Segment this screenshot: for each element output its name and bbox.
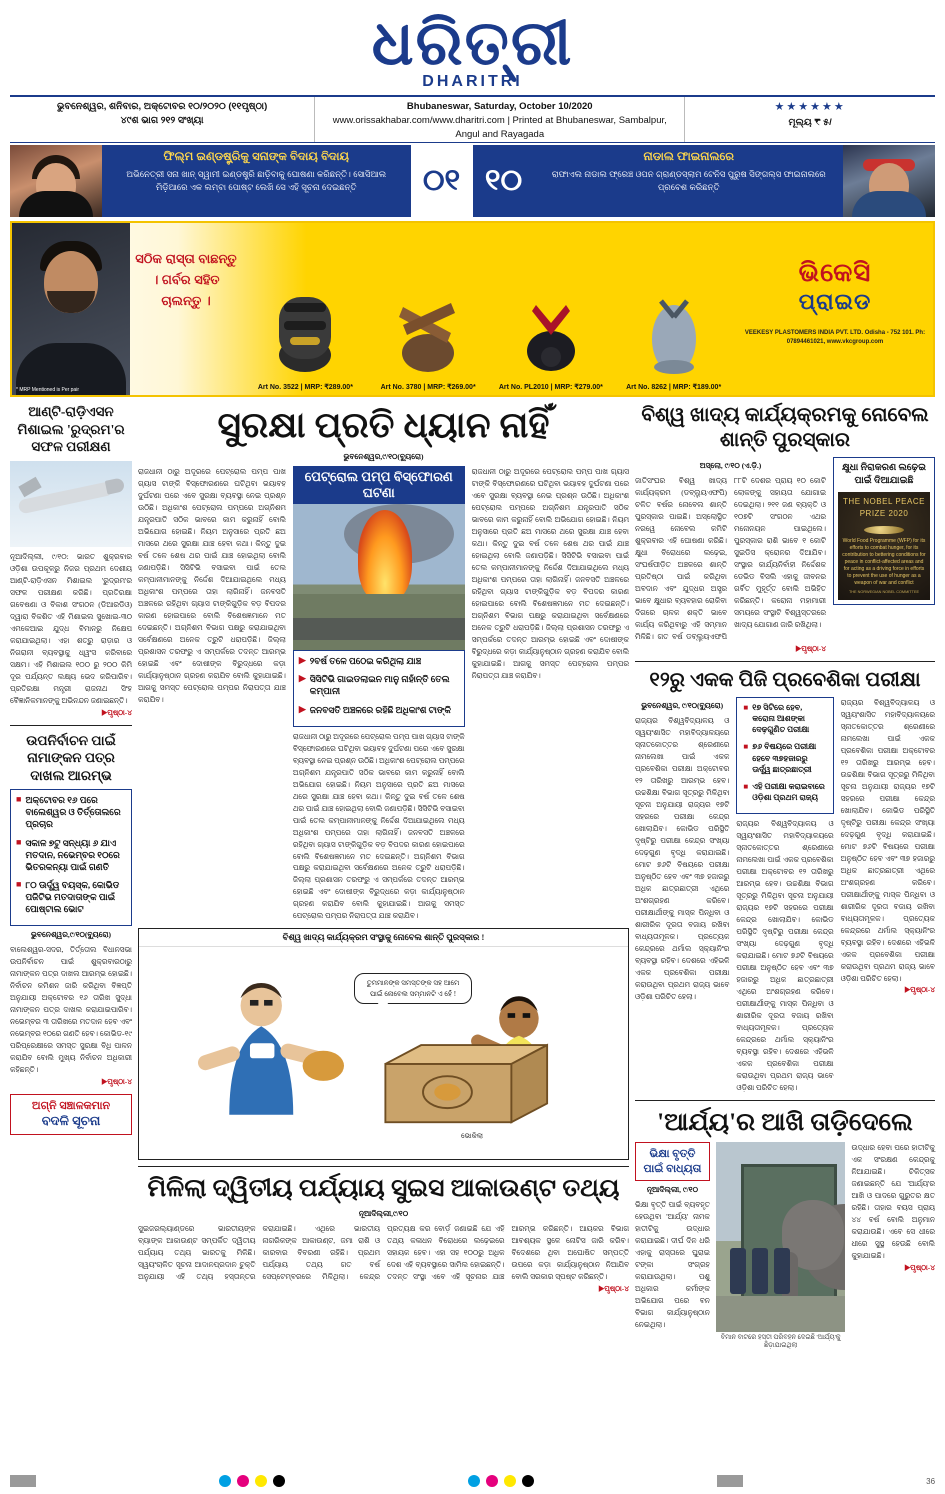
ad-brand-subname: ପ୍ରାଇଡ: [798, 289, 872, 315]
ad-product-3-caption: Art No. PL2010 | MRP: ₹279.00*: [498, 384, 603, 392]
petrol-bullet-3-text: ଜନବସତି ଅଞ୍ଚଳରେ ରହିଛି ଅଧିକାଂଶ ଟାଙ୍କି: [309, 704, 452, 715]
elephant-sidebox: [635, 1142, 710, 1181]
actress-photo: [10, 145, 102, 217]
elephant-dateline: ନୂଆଦିଲ୍ଲୀ, ୯/୧୦: [646, 1184, 699, 1194]
byelection-bullet-2: [16, 837, 126, 873]
exam-dateline: ଭୁବନେଶ୍ୱର, ୯/୧୦(ବ୍ୟୁରୋ): [641, 700, 724, 710]
masthead-stars: ★★★★★★: [774, 101, 846, 114]
ad-product-1[interactable]: [246, 271, 365, 395]
lead-dateline: ଭୁବନେଶ୍ୱର,୯/୧୦(ବ୍ୟୁରୋ): [343, 452, 424, 462]
ad-brand-address: VEEKESY PLASTOMERS INDIA PVT. LTD. Odisha - 752 101. Ph: 07894461021, www.vkcgroup.com: [744, 330, 926, 346]
ad-mrp-note: * MRP Mentioned is Per pair: [16, 387, 79, 394]
elephant-sidebox-title: ଭିକ୍ଷା ବୃତ୍ତି ପାଇଁ ବାଧ୍ୟତା: [643, 1148, 702, 1175]
byelection-bullet-box: [10, 789, 132, 926]
registration-dot-cyan-2: [468, 1475, 480, 1487]
page-number: 36: [926, 1476, 936, 1486]
nobel-dateline: ଅସ୍ଲୋ, ୯/୧୦ (ଏ.ଡ଼ି.): [699, 461, 762, 471]
masthead-left-info: [10, 97, 315, 142]
byelection-bullet-3: [16, 879, 126, 915]
nobel-sidebox: [833, 457, 935, 605]
petrol-pump-fire-photo: [293, 504, 465, 650]
registration-dot-magenta-2: [486, 1475, 498, 1487]
bullet-marker-icon: ■: [743, 781, 749, 791]
flipflop-icon: [614, 271, 733, 383]
byelection-body: ବାଲେଶ୍ୱର-ସଦର, ତିର୍ତ୍ତୋଲ ବିଧାନସଭା ଉପନିର୍ବାଚନ ପାଇଁ ଶୁକ୍ରବାରଠାରୁ ନାମାଙ୍କନ ପତ୍ର ଦାଖଲ ଆରମ୍ଭ ହୋଇଛି। ନିର୍ବାଚନ କମିଶନ ଜାରି କରିଥିବା ବିଜ୍ଞପ୍ତି ଅନୁଯାୟୀ ଅକ୍ଟୋବର ୧୬ ତାରିଖ ସୁଦ୍ଧା ନାମାଙ୍କନ ପତ୍ର ଦାଖଲ କରାଯାଇପାରିବ। ନଭେମ୍ବର ୩ ତାରିଖରେ ମତଦାନ ହେବ ଏବଂ ନଭେମ୍ବର ୧୦ରେ ଗଣତି ହେବ। କୋଭିଡ-୧୯ ପରିପ୍ରେକ୍ଷୀରେ ସମସ୍ତ ସୁରକ୍ଷା ବିଧି ପାଳନ କରାଯିବ ବୋଲି ମୁଖ୍ୟ ନିର୍ବାଚନ ଅଧିକାରୀ କହିଛନ୍ତି।: [10, 945, 132, 1075]
exam-bullet-1: [743, 702, 826, 736]
petrol-bullet-2-text: ସିସିଟିଭି ଗାଇଡଲାଇନ ମାନୁ ନାହାଁନ୍ତି ତେଲ କମ୍ପାନୀ: [309, 674, 450, 697]
registration-dot-yellow: [255, 1475, 267, 1487]
petrol-bullet-box: [293, 650, 465, 727]
cartoon-label: ଭୋକିଲା: [461, 1132, 484, 1141]
registration-dot-black-2: [522, 1475, 534, 1487]
registration-dot-black: [273, 1475, 285, 1487]
bullet-marker-icon: ■: [16, 794, 22, 805]
nobel-sidebox-title: କ୍ଷୁଧା ନିରାକରଣ ଲଢ଼େଇ ପାଇଁ ଦିଆଯାଇଛି: [841, 463, 927, 486]
exam-body-col2: ରାଜ୍ୟର ବିଶ୍ୱବିଦ୍ୟାଳୟ ଓ ସ୍ୱୟଂଶାସିତ ମହାବିଦ୍ୟାଳୟରେ ସ୍ନାତକୋତ୍ତର ଶ୍ରେଣୀରେ ନାମଲେଖା ପାଇଁ ଏକକ ପ୍ରବେଶିକା ପରୀକ୍ଷା ଅକ୍ଟୋବର ୧୨ ତାରିଖରୁ ଆରମ୍ଭ ହେବ। ଉଚ୍ଚଶିକ୍ଷା ବିଭାଗ ସୂତ୍ରରୁ ମିଳିଥିବା ସୂଚନା ଅନୁଯାୟୀ ରାଜ୍ୟର ୧୭ଟି ସହରରେ ପରୀକ୍ଷା କେନ୍ଦ୍ର ଖୋଲାଯିବ। କୋଭିଡ ପରିସ୍ଥିତି ଦୃଷ୍ଟିରୁ ପରୀକ୍ଷା କେନ୍ଦ୍ର ସଂଖ୍ୟା ଦେଢ଼ଗୁଣ ବୃଦ୍ଧି କରାଯାଇଛି। ମୋଟ ୭୬ଟି ବିଷୟରେ ପରୀକ୍ଷା ଅନୁଷ୍ଠିତ ହେବ ଏବଂ ୩୭ ହଜାରରୁ ଅଧିକ ଛାତ୍ରଛାତ୍ରୀ ଏଥିରେ ଅଂଶଗ୍ରହଣ କରିବେ। ପରୀକ୍ଷାର୍ଥୀଙ୍କୁ ମାସ୍କ ପିନ୍ଧିବା ଓ ଶାରୀରିକ ଦୂରତା ବଜାୟ ରଖିବା ବାଧ୍ୟତାମୂଳକ। ପ୍ରତ୍ୟେକ କେନ୍ଦ୍ରରେ ଥର୍ମାଲ ସ୍କ୍ୟାନିଂର ବ୍ୟବସ୍ଥା ରହିବ। ଦେଶରେ ଏହିଭଳି ଏକକ ପ୍ରବେଶିକା ପରୀକ୍ଷା କରାଉଥିବା ପ୍ରଥମ ରାଜ୍ୟ ଭାବେ ଓଡ଼ିଶା ପରିଚିତ ହେଲା।: [736, 819, 834, 1093]
petrol-bullet-2: [299, 673, 459, 697]
masthead-logo-roman: DHARITRI: [422, 73, 523, 91]
exam-body-col3: ରାଜ୍ୟର ବିଶ୍ୱବିଦ୍ୟାଳୟ ଓ ସ୍ୱୟଂଶାସିତ ମହାବିଦ୍ୟାଳୟରେ ସ୍ନାତକୋତ୍ତର ଶ୍ରେଣୀରେ ନାମଲେଖା ପାଇଁ ଏକକ ପ୍ରବେଶିକା ପରୀକ୍ଷା ଅକ୍ଟୋବର ୧୨ ତାରିଖରୁ ଆରମ୍ଭ ହେବ। ଉଚ୍ଚଶିକ୍ଷା ବିଭାଗ ସୂତ୍ରରୁ ମିଳିଥିବା ସୂଚନା ଅନୁଯାୟୀ ରାଜ୍ୟର ୧୭ଟି ସହରରେ ପରୀକ୍ଷା କେନ୍ଦ୍ର ଖୋଲାଯିବ। କୋଭିଡ ପରିସ୍ଥିତି ଦୃଷ୍ଟିରୁ ପରୀକ୍ଷା କେନ୍ଦ୍ର ସଂଖ୍ୟା ଦେଢ଼ଗୁଣ ବୃଦ୍ଧି କରାଯାଇଛି। ମୋଟ ୭୬ଟି ବିଷୟରେ ପରୀକ୍ଷା ଅନୁଷ୍ଠିତ ହେବ ଏବଂ ୩୭ ହଜାରରୁ ଅଧିକ ଛାତ୍ରଛାତ୍ରୀ ଏଥିରେ ଅଂଶଗ୍ରହଣ କରିବେ। ପରୀକ୍ଷାର୍ଥୀଙ୍କୁ ମାସ୍କ ପିନ୍ଧିବା ଓ ଶାରୀରିକ ଦୂରତା ବଜାୟ ରଖିବା ବାଧ୍ୟତାମୂଳକ। ପ୍ରତ୍ୟେକ କେନ୍ଦ୍ରରେ ଥର୍ମାଲ ସ୍କ୍ୟାନିଂର ବ୍ୟବସ୍ଥା ରହିବ। ଦେଶରେ ଏହିଭଳି ଏକକ ପ୍ରବେଶିକା ପରୀକ୍ଷା କରାଉଥିବା ପ୍ରଥମ ରାଜ୍ୟ ଭାବେ ଓଡ଼ିଶା ପରିଚିତ ହେଲା।: [840, 697, 935, 983]
header-news-band: [10, 145, 935, 217]
petrol-bullet-3: [299, 704, 459, 716]
elephant-body-left: ଭିକ୍ଷା ବୃତ୍ତି ପାଇଁ ବ୍ୟବହୃତ ହେଉଥିବା 'ଆର୍ଯ୍ୟ' ନାମକ ହାତୀଟିକୁ ଉଦ୍ଧାର କରାଯାଇଛି। ଦୀର୍ଘ ଦିନ ଧରି ଏହାକୁ ରାସ୍ତାରେ ଘୁରାଇ ଟଙ୍କା ସଂଗ୍ରହ କରାଯାଉଥିଲା। ପଶୁ ଅଧିକାର କର୍ମୀଙ୍କ ଅଭିଯୋଗ ପରେ ବନ ବିଭାଗ କାର୍ଯ୍ୟାନୁଷ୍ଠାନ ନେଇଥିଲା।: [635, 1199, 710, 1329]
header-number-right: ୧୦: [473, 145, 535, 217]
masthead-date-odia: ଭୁବନେଶ୍ୱର, ଶନିବାର, ଅକ୍ଟୋବର ୧୦/୨୦୨୦ (୧୧ପୃଷ୍ଠା): [57, 101, 268, 113]
byelection-story-headline[interactable]: ଉପନିର୍ବାଚନ ପାଇଁ ନାମାଙ୍କନ ପତ୍ର ଦାଖଲ ଆରମ୍ଭ: [26, 732, 116, 783]
lead-body-col2: ରାଜଧାନୀ ଠାରୁ ଅଦୂରରେ ପେଟ୍ରୋଲ ପମ୍ପ ପାଖ ଗ୍ୟାସ ଟାଙ୍କି ବିସ୍ଫୋରଣରେ ଘଟିଥିବା ଭୟାବହ ଦୁର୍ଘଟଣା ପରେ ଏବେ ସୁରକ୍ଷା ବ୍ୟବସ୍ଥା ନେଇ ପ୍ରଶ୍ନ ଉଠିଛି। ଅଧିକାଂଶ ପେଟ୍ରୋଲ ପମ୍ପରେ ଅଗ୍ନିଶମ ଯନ୍ତ୍ରପାତି ସଠିକ ଭାବରେ କାମ କରୁନାହିଁ ବୋଲି ଅଭିଯୋଗ ହୋଇଛି। ନିୟମ ଅନୁସାରେ ପ୍ରତି ଛଅ ମାସରେ ଥରେ ସୁରକ୍ଷା ଯାଞ୍ଚ ହେବା କଥା। କିନ୍ତୁ ଦୁଇ ବର୍ଷ ତଳେ ଶେଷ ଥର ପାଇଁ ଯାଞ୍ଚ ହୋଇଥିଲା ବୋଲି ଜଣାପଡ଼ିଛି। ସିସିଟିଭି ବସାଇବା ପାଇଁ ତେଲ କମ୍ପାନୀମାନଙ୍କୁ ନିର୍ଦ୍ଦେଶ ଦିଆଯାଇଥିଲେ ମଧ୍ୟ ଅଧିକାଂଶ ପମ୍ପରେ ତାହା ଲାଗିନାହିଁ। ଜନବସତି ଅଞ୍ଚଳରେ ରହିଥିବା ଗ୍ୟାସ ଟାଙ୍କିଗୁଡ଼ିକ ବଡ଼ ବିପଦର କାରଣ ହୋଇପାରେ ବୋଲି ବିଶେଷଜ୍ଞମାନେ ମତ ଦେଇଛନ୍ତି। ଅଗ୍ନିଶମ ବିଭାଗ ପକ୍ଷରୁ କରାଯାଇଥିବା ସର୍ବେକ୍ଷଣରେ ଅନେକ ତ୍ରୁଟି ଧରାପଡ଼ିଛି। ଜିଲ୍ଲା ପ୍ରଶାସନ ତରଫରୁ ଏ ସମ୍ପର୍କରେ ତଦନ୍ତ ଆରମ୍ଭ ହୋଇଛି ଏବଂ ଦୋଷୀଙ୍କ ବିରୁଦ୍ଧରେ କଡ଼ା କାର୍ଯ୍ୟାନୁଷ୍ଠାନ ଗ୍ରହଣ କରାଯିବ ବୋଲି କୁହାଯାଇଛି। ଆଗକୁ ସମସ୍ତ ପେଟ୍ରୋଲ ପମ୍ପର ନିରାପତ୍ତା ଯାଞ୍ଚ କରାଯିବ।: [292, 731, 465, 921]
masthead-right-info: [685, 97, 935, 142]
byelection-bullet-3-text: ୮୦ ଊର୍ଦ୍ଧ୍ୱ ବୟସ୍କ, କୋଭିଡ ପଜିଟିଭ ମତଦାତାଙ୍କ ପାଇଁ ପୋଷ୍ଟାଲ ଭୋଟ: [25, 880, 120, 915]
footwear-advertisement[interactable]: [10, 221, 935, 397]
elephant-photo: [716, 1142, 846, 1332]
bullet-marker-icon: ■: [743, 742, 749, 752]
ad-product-4-caption: Art No. 8262 | MRP: ₹189.00*: [626, 384, 722, 392]
ad-product-3[interactable]: [492, 271, 611, 395]
masthead-website-line[interactable]: www.orissakhabar.com/www.dharitri.com | Printed at Bhubaneswar, Sambalpur, Angul and Rayagada: [332, 114, 667, 140]
byelection-jump[interactable]: ▶ପୃଷ୍ଠା-୪: [101, 1077, 132, 1087]
tennis-player-photo: [843, 145, 935, 217]
cartoon-title: ବିଶ୍ୱ ଖାଦ୍ୟ କାର୍ଯ୍ୟକ୍ରମ ସଂସ୍ଥାକୁ ନୋବେଲ ଶାନ୍ତି ପୁରସ୍କାର !: [139, 929, 628, 947]
ad-brand-block: [737, 223, 933, 395]
masthead-price: ମୂଲ୍ୟ ₹ ୫/: [788, 117, 832, 129]
byelection-dateline: ଭୁବନେଶ୍ୱର,୯/୧୦(ବ୍ୟୁରୋ): [31, 930, 111, 940]
ad-brand-name: ଭିକେସି: [798, 257, 872, 288]
masthead: [10, 8, 935, 91]
bullet-marker-icon: ■: [16, 879, 22, 889]
missile-story-headline[interactable]: ଆଣ୍ଟି-ରାଡ଼ିଏସନ ମିଶାଇଲ 'ରୁଦ୍ରମ'ର ସଫଳ ପରୀକ୍ଷଣ: [17, 404, 125, 455]
masthead-mid-info: [315, 97, 685, 142]
header-news-right-text: ରାଫାଏଲ ନାଡାଲ ଫ୍ରେଞ୍ଚ ଓପନ ଗ୍ରାଣ୍ଡସ୍ଲାମ ଟେନିସ ପୁରୁଷ ସିଙ୍ଗଲ୍ସ ଫାଇନାଲରେ ପ୍ରବେଶ କରିଛନ୍ତି: [551, 169, 826, 193]
byelection-bullet-1: [16, 794, 126, 830]
ad-celebrity-photo: [12, 223, 130, 395]
registration-dot-cyan: [219, 1475, 231, 1487]
registration-swatch-gray: [10, 1475, 36, 1487]
elephant-photo-caption: ବିମାନ ବାଟରେ ହସ୍ତୀ ପରିବହନ ଦେଇଛି 'ଆର୍ଯ୍ୟ'କୁ ଛିଡ଼ାଯାଇଥିଲା: [720, 1334, 841, 1350]
ad-product-2[interactable]: [369, 271, 488, 395]
elephant-body-right: ଉଦ୍ଧାର ହେବା ପରେ ହାତୀଟିକୁ ଏକ ସଂରକ୍ଷଣ କେନ୍ଦ୍ରକୁ ନିଆଯାଇଛି। ଚିକିତ୍ସକ ଜଣାଇଛନ୍ତି ଯେ 'ଆର୍ଯ୍ୟ'ର ଆଖି ଓ ପାଦରେ ଗୁରୁତର କ୍ଷତ ରହିଛି। ତାହାର ବୟସ ପ୍ରାୟ ୪୪ ବର୍ଷ ବୋଲି ଅନୁମାନ କରାଯାଉଛି। ଏବେ ସେ ଧୀରେ ଧୀରେ ସୁସ୍ଥ ହେଉଛି ବୋଲି କୁହାଯାଇଛି।: [851, 1143, 935, 1261]
header-number-left: ୦୧: [411, 145, 473, 217]
exam-headline[interactable]: ୧୨ରୁ ଏକକ ପିଜି ପ୍ରବେଶିକା ପରୀକ୍ଷା: [649, 668, 921, 691]
swiss-dateline: ନୂଆଦିଲ୍ଲୀ,୯/୧୦: [358, 1208, 409, 1218]
swiss-headline[interactable]: ମିଳିଲା ଦ୍ୱିତୀୟ ପର୍ଯ୍ୟାୟ ସୁଇସ ଆକାଉଣ୍ଟ ତଥ୍ୟ: [147, 1175, 620, 1203]
bullet-marker-icon: ■: [16, 836, 22, 847]
nobel-headline[interactable]: ବିଶ୍ୱ ଖାଦ୍ୟ କାର୍ଯ୍ୟକ୍ରମକୁ ନୋବେଲ ଶାନ୍ତି ପୁରସ୍କାର: [641, 404, 929, 452]
right-column: [635, 403, 935, 1352]
exam-body-col1: ରାଜ୍ୟର ବିଶ୍ୱବିଦ୍ୟାଳୟ ଓ ସ୍ୱୟଂଶାସିତ ମହାବିଦ୍ୟାଳୟରେ ସ୍ନାତକୋତ୍ତର ଶ୍ରେଣୀରେ ନାମଲେଖା ପାଇଁ ଏକକ ପ୍ରବେଶିକା ପରୀକ୍ଷା ଅକ୍ଟୋବର ୧୨ ତାରିଖରୁ ଆରମ୍ଭ ହେବ। ଉଚ୍ଚଶିକ୍ଷା ବିଭାଗ ସୂତ୍ରରୁ ମିଳିଥିବା ସୂଚନା ଅନୁଯାୟୀ ରାଜ୍ୟର ୧୭ଟି ସହରରେ ପରୀକ୍ଷା କେନ୍ଦ୍ର ଖୋଲାଯିବ। କୋଭିଡ ପରିସ୍ଥିତି ଦୃଷ୍ଟିରୁ ପରୀକ୍ଷା କେନ୍ଦ୍ର ସଂଖ୍ୟା ଦେଢ଼ଗୁଣ ବୃଦ୍ଧି କରାଯାଇଛି। ମୋଟ ୭୬ଟି ବିଷୟରେ ପରୀକ୍ଷା ଅନୁଷ୍ଠିତ ହେବ ଏବଂ ୩୭ ହଜାରରୁ ଅଧିକ ଛାତ୍ରଛାତ୍ରୀ ଏଥିରେ ଅଂଶଗ୍ରହଣ କରିବେ। ପରୀକ୍ଷାର୍ଥୀଙ୍କୁ ମାସ୍କ ପିନ୍ଧିବା ଓ ଶାରୀରିକ ଦୂରତା ବଜାୟ ରଖିବା ବାଧ୍ୟତାମୂଳକ। ପ୍ରତ୍ୟେକ କେନ୍ଦ୍ରରେ ଥର୍ମାଲ ସ୍କ୍ୟାନିଂର ବ୍ୟବସ୍ଥା ରହିବ। ଦେଶରେ ଏହିଭଳି ଏକକ ପ୍ରବେଶିକା ପରୀକ୍ଷା କରାଉଥିବା ପ୍ରଥମ ରାଜ୍ୟ ଭାବେ ଓଡ଼ିଶା ପରିଚିତ ହେଲା।: [635, 715, 730, 1001]
masthead-date-english: Bhubaneswar, Saturday, October 10/2020: [406, 101, 593, 113]
nobel-jump[interactable]: ▶ପୃଷ୍ଠା-୪: [795, 643, 826, 653]
registration-swatch-gray-2: [717, 1475, 743, 1487]
bullet-marker-icon: ▶: [298, 655, 306, 666]
nobel-medal-graphic: [838, 492, 930, 600]
masthead-volume: ୪୯ଶ ଭାଗ ୨୧୨ ସଂଖ୍ୟା: [120, 114, 204, 126]
petrol-box-title: ପେଟ୍ରୋଲ ପମ୍ପ ବିସ୍ଫୋରଣ ଘଟଣା: [293, 466, 465, 504]
swiss-body: ସୁଇଜରଲ୍ୟାଣ୍ଡରେ ଭାରତୀୟଙ୍କ ବ୍ୟାଙ୍କ ଆକାଉଣ୍ଟ ସମ୍ପର୍କିତ ଦ୍ୱିତୀୟ ପର୍ଯ୍ୟାୟ ତଥ୍ୟ ଭାରତକୁ ମିଳିଛି। ସ୍ୱୟଂଚାଳିତ ସୂଚନା ଆଦାନପ୍ରଦାନ ଚୁକ୍ତି ଅନୁଯାୟୀ ଏହି ତଥ୍ୟ ହସ୍ତାନ୍ତର କରାଯାଇଛି। ଏଥିରେ ଭାରତୀୟ ନାଗରିକଙ୍କ ଆକାଉଣ୍ଟ, ଜମା ରାଶି ଓ କାରବାର ବିବରଣୀ ରହିଛି। ପ୍ରଥମ ପର୍ଯ୍ୟାୟ ତଥ୍ୟ ଗତ ବର୍ଷ ସେପ୍ଟେମ୍ବରରେ ମିଳିଥିଲା। କେନ୍ଦ୍ର ପ୍ରତ୍ୟକ୍ଷ କର ବୋର୍ଡ଼ ଜଣାଇଛି ଯେ ଏହି ତଥ୍ୟ କଳାଧନ ବିରୋଧରେ ଲଢ଼େଇରେ ସହାୟକ ହେବ। ଏହା ସହ ୧୦୦ରୁ ଅଧିକ ଦେଶ ଏହି ବ୍ୟବସ୍ଥାରେ ସାମିଲ ହୋଇଛନ୍ତି। ତଦନ୍ତ ସଂସ୍ଥା ଏବେ ଏହି ସୂଚନାର ଯାଞ୍ଚ ଆରମ୍ଭ କରିଛନ୍ତି। ଆୟକର ବିଭାଗ ଆବଶ୍ୟକ ସ୍ଥଳେ ନୋଟିସ ଜାରି କରିବ। ବିଦେଶରେ ଥିବା ଅଘୋଷିତ ସମ୍ପତ୍ତି ଉପରେ କଡ଼ା କାର୍ଯ୍ୟାନୁଷ୍ଠାନ ନିଆଯିବ ବୋଲି ସରକାର ସ୍ପଷ୍ଟ କରିଛନ୍ତି।: [138, 1223, 629, 1281]
ad-product-row: [242, 223, 737, 395]
masthead-logo-odia: ଧରିତ୍ରୀ: [371, 10, 574, 78]
missile-story-body: ନୂଆଦିଲ୍ଲୀ, ୯/୧୦: ଭାରତ ଶୁକ୍ରବାର ଓଡ଼ିଶା ଉପକୂଳରୁ ନିଜର ପ୍ରଥମ ଦେଶୀୟ ଆଣ୍ଟି-ରାଡ଼ିଏସନ ମିଶାଇଲ 'ରୁଦ୍ରମ'ର ସଫଳ ପରୀକ୍ଷଣ କରିଛି। ପ୍ରତିରକ୍ଷା ଗବେଷଣା ଓ ବିକାଶ ସଂଗଠନ (ଡିଆରଡିଓ) ଦ୍ୱାରା ବିକଶିତ ଏହି ମିଶାଇଲ ସୁଖୋଇ-୩୦ ଏମକେଆଇ ଯୁଦ୍ଧ ବିମାନରୁ ନିକ୍ଷେପ କରାଯାଇଥିଲା। ଏହା ଶତ୍ରୁ ରାଡ଼ାର ଓ ନିଗରାନୀ ବ୍ୟବସ୍ଥାକୁ ଧ୍ୱଂସ କରିବାରେ ସକ୍ଷମ। ଏହି ମିଶାଇଲ ୧୦୦ ରୁ ୨୦୦ କିମି ଦୂର ପର୍ଯ୍ୟନ୍ତ ଲକ୍ଷ୍ୟ ଭେଦ କରିପାରିବ। ପ୍ରତିରକ୍ଷା ମନ୍ତ୍ରୀ ରାଜନାଥ ସିଂହ ବୈଜ୍ଞାନିକମାନଙ୍କୁ ଅଭିନନ୍ଦନ ଜଣାଇଛନ୍ତି।: [10, 551, 132, 705]
bullet-marker-icon: ▶: [298, 673, 306, 684]
editorial-cartoon: [138, 928, 629, 1160]
ad-product-1-caption: Art No. 3522 | MRP: ₹289.00*: [257, 384, 353, 392]
bottom-left-ad-line1: ଅଗ୍ନି ସଞ୍ଚାଳକମାନ: [31, 1100, 111, 1113]
elephant-jump[interactable]: ▶ପୃଷ୍ଠା-୪: [904, 1263, 935, 1273]
bullet-marker-icon: ▶: [298, 703, 306, 714]
header-news-left-text: ଅଭିନେତ୍ରୀ ସନା ଖାନ୍ ସ୍ୱାମୀ ଇଣ୍ଡଷ୍ଟ୍ରି ଛାଡ଼ିବାକୁ ଘୋଷଣା କରିଛନ୍ତି। ସୋସିଆଲ ମିଡ଼ିଆରେ ଏକ ଲମ୍ବା ପୋଷ୍ଟ ଲେଖି ସେ ଏହି ସୂଚନା ଦେଇଛନ୍ତି: [126, 169, 387, 193]
exam-bullet-3-text: ଏହି ପରୀକ୍ଷା କରାଇବାରେ ଓଡ଼ିଶା ପ୍ରଥମ ରାଜ୍ୟ: [752, 781, 825, 803]
lead-headline[interactable]: ସୁରକ୍ଷା ପ୍ରତି ଧ୍ୟାନ ନାହିଁ: [217, 405, 550, 446]
swiss-jump[interactable]: ▶ପୃଷ୍ଠା-୪: [598, 1283, 629, 1293]
missile-photo: [10, 461, 132, 547]
header-news-left-headline: ଫିଲ୍ମ ଇଣ୍ଡଷ୍ଟ୍ରିକୁ ସନାଙ୍କ ବିଦାୟ ବିଦାୟ: [163, 151, 349, 164]
bottom-left-ad[interactable]: [10, 1094, 132, 1135]
medal-disc-icon: [864, 526, 904, 534]
registration-dot-yellow-2: [504, 1475, 516, 1487]
exam-bullet-box: [736, 697, 833, 815]
sandal-icon: [246, 271, 365, 383]
header-news-right[interactable]: [535, 145, 844, 217]
registration-dot-magenta: [237, 1475, 249, 1487]
center-column: [138, 403, 629, 1352]
exam-jump[interactable]: ▶ପୃଷ୍ଠା-୪: [904, 985, 935, 995]
ad-product-4[interactable]: [614, 271, 733, 395]
masthead-info-bar: [10, 95, 935, 143]
byelection-bullet-2-text: ସକାଳ ୭ଟୁ ସନ୍ଧ୍ୟା ୬ ଯାଏ ମତଦାନ, ନଭେମ୍ବର ୧୦ରେ ଭିତରକନ୍ୟା ପାଇଁ ଗଣତି: [25, 837, 120, 872]
petrol-bullet-1: [299, 655, 459, 667]
lead-body-col1: ରାଜଧାନୀ ଠାରୁ ଅଦୂରରେ ପେଟ୍ରୋଲ ପମ୍ପ ପାଖ ଗ୍ୟାସ ଟାଙ୍କି ବିସ୍ଫୋରଣରେ ଘଟିଥିବା ଭୟାବହ ଦୁର୍ଘଟଣା ପରେ ଏବେ ସୁରକ୍ଷା ବ୍ୟବସ୍ଥା ନେଇ ପ୍ରଶ୍ନ ଉଠିଛି। ଅଧିକାଂଶ ପେଟ୍ରୋଲ ପମ୍ପରେ ଅଗ୍ନିଶମ ଯନ୍ତ୍ରପାତି ସଠିକ ଭାବରେ କାମ କରୁନାହିଁ ବୋଲି ଅଭିଯୋଗ ହୋଇଛି। ନିୟମ ଅନୁସାରେ ପ୍ରତି ଛଅ ମାସରେ ଥରେ ସୁରକ୍ଷା ଯାଞ୍ଚ ହେବା କଥା। କିନ୍ତୁ ଦୁଇ ବର୍ଷ ତଳେ ଶେଷ ଥର ପାଇଁ ଯାଞ୍ଚ ହୋଇଥିଲା ବୋଲି ଜଣାପଡ଼ିଛି। ସିସିଟିଭି ବସାଇବା ପାଇଁ ତେଲ କମ୍ପାନୀମାନଙ୍କୁ ନିର୍ଦ୍ଦେଶ ଦିଆଯାଇଥିଲେ ମଧ୍ୟ ଅଧିକାଂଶ ପମ୍ପରେ ତାହା ଲାଗିନାହିଁ। ଜନବସତି ଅଞ୍ଚଳରେ ରହିଥିବା ଗ୍ୟାସ ଟାଙ୍କିଗୁଡ଼ିକ ବଡ଼ ବିପଦର କାରଣ ହୋଇପାରେ ବୋଲି ବିଶେଷଜ୍ଞମାନେ ମତ ଦେଇଛନ୍ତି। ଅଗ୍ନିଶମ ବିଭାଗ ପକ୍ଷରୁ କରାଯାଇଥିବା ସର୍ବେକ୍ଷଣରେ ଅନେକ ତ୍ରୁଟି ଧରାପଡ଼ିଛି। ଜିଲ୍ଲା ପ୍ରଶାସନ ତରଫରୁ ଏ ସମ୍ପର୍କରେ ତଦନ୍ତ ଆରମ୍ଭ ହୋଇଛି ଏବଂ ଦୋଷୀଙ୍କ ବିରୁଦ୍ଧରେ କଡ଼ା କାର୍ଯ୍ୟାନୁଷ୍ଠାନ ଗ୍ରହଣ କରାଯିବ ବୋଲି କୁହାଯାଇଛି। ଆଗକୁ ସମସ୍ତ ପେଟ୍ରୋଲ ପମ୍ପର ନିରାପତ୍ତା ଯାଞ୍ଚ କରାଯିବ।: [138, 467, 286, 704]
ad-slogan: ସଠିକ ରାସ୍ତା ବାଛନ୍ତୁ । ଗର୍ବର ସହିତ ଚାଲନ୍ତୁ ।: [135, 251, 237, 308]
missile-story-jump[interactable]: ▶ପୃଷ୍ଠା-୪: [101, 707, 132, 717]
exam-bullet-3: [743, 781, 826, 803]
nobel-body: ଜାତିସଂଘର ବିଶ୍ୱ ଖାଦ୍ୟ କାର୍ଯ୍ୟକ୍ରମ (ଡବ୍ଲ୍ୟୁଏଫପି) ଚଳିତ ବର୍ଷର ନୋବେଲ ଶାନ୍ତି ପୁରସ୍କାର ପାଇଛି। ଅସ୍ଲୋସ୍ଥିତ ନରୱେ ନୋବେଲ କମିଟି ଶୁକ୍ରବାର ଏହି ଘୋଷଣା କରିଛି। କ୍ଷୁଧା ବିରୋଧରେ ଲଢ଼େଇ, ସଂଘର୍ଷପୀଡ଼ିତ ଅଞ୍ଚଳରେ ଶାନ୍ତି ପ୍ରତିଷ୍ଠା ପାଇଁ କରିଥିବା ଅବଦାନ ଏବଂ ଯୁଦ୍ଧର ଅସ୍ତ୍ର ଭାବେ କ୍ଷୁଧାର ବ୍ୟବହାର ରୋକିବା ଦିଗରେ ଚାଳକ ଶକ୍ତି ଭାବେ କାର୍ଯ୍ୟ କରିଥିବାରୁ ଏହି ସମ୍ମାନ ମିଳିଛି। ଗତ ବର୍ଷ ଡବ୍ଲ୍ୟୁଏଫପି ୮୮ଟି ଦେଶର ପ୍ରାୟ ୧୦ କୋଟି ଲୋକଙ୍କୁ ସହାୟତା ଯୋଗାଇ ଦେଇଥିଲା। ୨୧୧ ଜଣ ବ୍ୟକ୍ତି ଓ ୧୦୭ଟି ସଂଗଠନ ଏଥର ମନୋନୟନ ପାଇଥିଲେ। ପୁରସ୍କାର ରାଶି ଭାବେ ୧ କୋଟି ସୁଇଡିସ କ୍ରୋନର ଦିଆଯିବ। ସଂସ୍ଥାର କାର୍ଯ୍ୟନିର୍ବାହୀ ନିର୍ଦ୍ଦେଶକ ଡେଭିଡ ବିସଲି ଏହାକୁ ଜୀବନର ଗର୍ବିତ ମୁହୂର୍ତ୍ତ ବୋଲି ଅଭିହିତ କରିଛନ୍ତି। କରୋନା ମହାମାରୀ ସମୟରେ ସଂସ୍ଥାଟି ବିଶ୍ୱସ୍ତରରେ ଖାଦ୍ୟ ଯୋଗାଣ ଜାରି ରଖିଥିଲା।: [635, 476, 826, 641]
nobel-medal-title: THE NOBEL PEACE PRIZE 2020: [843, 496, 925, 518]
petrol-bullet-1-text: ୨ବର୍ଷ ତଳେ ପଠେଇ କରିଥିଲା ଯାଞ୍ଚ: [309, 656, 422, 667]
left-column: [10, 403, 132, 1352]
elephant-headline[interactable]: 'ଆର୍ଯ୍ୟ'ର ଆଖି ତାଡ଼ିଦେଲେ: [657, 1109, 913, 1136]
main-content: [10, 403, 935, 1352]
header-news-strip: [102, 145, 843, 217]
cartoon-speech-bubble: ତୁମମାନଙ୍କ ସମସ୍ତଙ୍କ ସହ ଆମେ ପାଇଁ ନୋବେଲ ସମ୍ମାନଟି ଏ ହେଁ !: [354, 973, 472, 1004]
print-registration-marks: [0, 1468, 945, 1494]
header-news-right-headline: ନାଡାଲ ଫାଇନାଲରେ: [643, 151, 735, 164]
ladies-sandal-icon: [492, 271, 611, 383]
nobel-medal-text: World Food Programme (WFP) for its efforts to combat hunger, for its contribution to bettering conditions for peace in conflict-affected areas and for acting as a driving force in efforts to prevent the use of hunger as a weapon of war and conflict: [842, 538, 926, 587]
ad-product-2-caption: Art No. 3780 | MRP: ₹269.00*: [380, 384, 476, 392]
header-news-left[interactable]: [102, 145, 411, 217]
exam-bullet-2: [743, 741, 826, 775]
bullet-marker-icon: ■: [743, 702, 749, 712]
byelection-bullet-1-text: ଅକ୍ଟୋବର ୧୬ ପରେ ବାଲେଶ୍ୱର ଓ ତିର୍ତ୍ତୋଲରେ ପ୍ରଚାର: [25, 795, 121, 830]
exam-bullet-1-text: ୧୭ ସିଟିରେ ହେବ, କରୋନା ଆଶଙ୍କା ଦେଢ଼ଗୁଣିତ ପରୀକ୍ଷା: [752, 702, 810, 735]
lead-body-col3: ରାଜଧାନୀ ଠାରୁ ଅଦୂରରେ ପେଟ୍ରୋଲ ପମ୍ପ ପାଖ ଗ୍ୟାସ ଟାଙ୍କି ବିସ୍ଫୋରଣରେ ଘଟିଥିବା ଭୟାବହ ଦୁର୍ଘଟଣା ପରେ ଏବେ ସୁରକ୍ଷା ବ୍ୟବସ୍ଥା ନେଇ ପ୍ରଶ୍ନ ଉଠିଛି। ଅଧିକାଂଶ ପେଟ୍ରୋଲ ପମ୍ପରେ ଅଗ୍ନିଶମ ଯନ୍ତ୍ରପାତି ସଠିକ ଭାବରେ କାମ କରୁନାହିଁ ବୋଲି ଅଭିଯୋଗ ହୋଇଛି। ନିୟମ ଅନୁସାରେ ପ୍ରତି ଛଅ ମାସରେ ଥରେ ସୁରକ୍ଷା ଯାଞ୍ଚ ହେବା କଥା। କିନ୍ତୁ ଦୁଇ ବର୍ଷ ତଳେ ଶେଷ ଥର ପାଇଁ ଯାଞ୍ଚ ହୋଇଥିଲା ବୋଲି ଜଣାପଡ଼ିଛି। ସିସିଟିଭି ବସାଇବା ପାଇଁ ତେଲ କମ୍ପାନୀମାନଙ୍କୁ ନିର୍ଦ୍ଦେଶ ଦିଆଯାଇଥିଲେ ମଧ୍ୟ ଅଧିକାଂଶ ପମ୍ପରେ ତାହା ଲାଗିନାହିଁ। ଜନବସତି ଅଞ୍ଚଳରେ ରହିଥିବା ଗ୍ୟାସ ଟାଙ୍କିଗୁଡ଼ିକ ବଡ଼ ବିପଦର କାରଣ ହୋଇପାରେ ବୋଲି ବିଶେଷଜ୍ଞମାନେ ମତ ଦେଇଛନ୍ତି। ଅଗ୍ନିଶମ ବିଭାଗ ପକ୍ଷରୁ କରାଯାଇଥିବା ସର୍ବେକ୍ଷଣରେ ଅନେକ ତ୍ରୁଟି ଧରାପଡ଼ିଛି। ଜିଲ୍ଲା ପ୍ରଶାସନ ତରଫରୁ ଏ ସମ୍ପର୍କରେ ତଦନ୍ତ ଆରମ୍ଭ ହୋଇଛି ଏବଂ ଦୋଷୀଙ୍କ ବିରୁଦ୍ଧରେ କଡ଼ା କାର୍ଯ୍ୟାନୁଷ୍ଠାନ ଗ୍ରହଣ କରାଯିବ ବୋଲି କୁହାଯାଇଛି। ଆଗକୁ ସମସ୍ତ ପେଟ୍ରୋଲ ପମ୍ପର ନିରାପତ୍ତା ଯାଞ୍ଚ କରାଯିବ।: [471, 467, 629, 680]
bottom-left-ad-line2: ବଦଳି ସୂଚନା: [41, 1113, 101, 1129]
slipper-icon: [369, 271, 488, 383]
exam-bullet-2-text: ୭୬ ବିଷୟରେ ପରୀକ୍ଷା ହେବେ ୩୭ହଜାରରୁ ଊର୍ଦ୍ଧ୍ୱ ଛାତ୍ରଛାତ୍ରୀ: [752, 742, 817, 774]
nobel-medal-source: THE NORWEGIAN NOBEL COMMITTEE: [848, 590, 920, 595]
